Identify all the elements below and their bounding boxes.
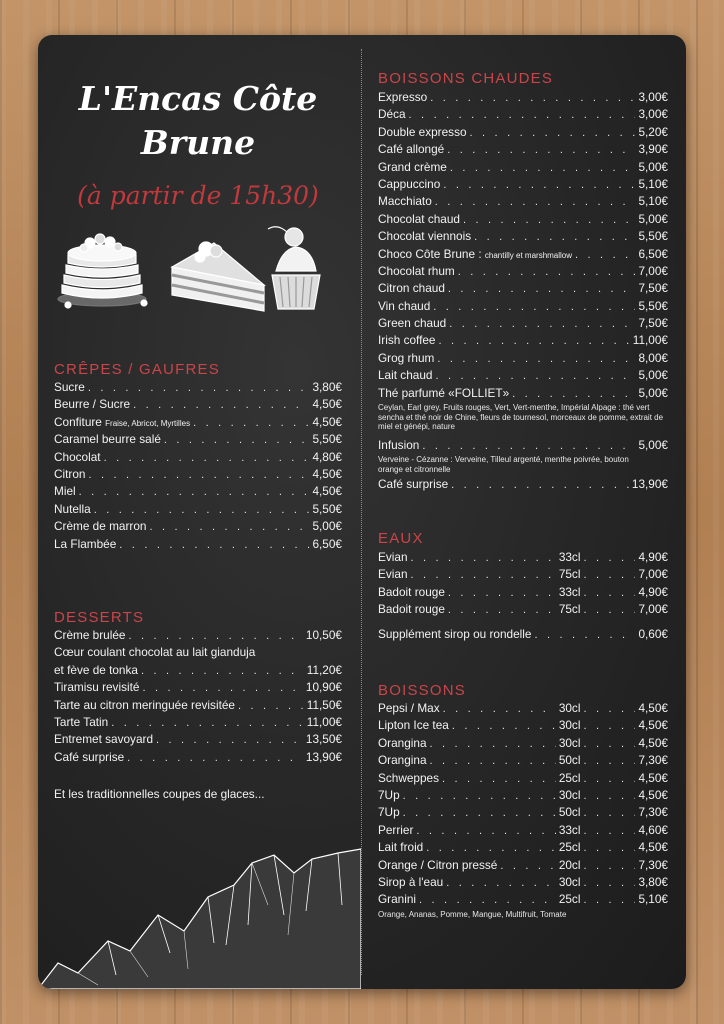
item-name: Miel: [54, 484, 76, 499]
menu-item: [378, 805, 668, 822]
item-name: Café surprise: [54, 749, 125, 764]
item-price: 4,50€: [312, 397, 342, 412]
item-price: 4,50€: [638, 770, 668, 785]
item-name: Lipton Ice tea: [378, 718, 449, 733]
item-volume: 30cl: [558, 787, 581, 802]
tea-note: Ceylan, Earl grey, Fruits rouges, Vert, Vert-menthe, Impérial Alpage : thé vert sencha et thé noir de Chine, fleurs de tournesol, morceaux de pomme, extrait de miel et génépi, nature: [378, 403, 664, 432]
leader-dots: [583, 894, 635, 906]
menu-item: [54, 750, 342, 767]
menu-item: [54, 537, 342, 554]
item-name: Crème brulée: [54, 628, 126, 642]
leader-dots: [433, 301, 635, 313]
leader-dots: [583, 790, 635, 802]
menu-item: [54, 502, 342, 519]
item-name: Perrier: [378, 822, 414, 837]
item-price: 5,00€: [638, 385, 668, 400]
leader-dots: [128, 630, 302, 642]
item-name: [54, 415, 190, 429]
item-name: Cappuccino: [378, 176, 441, 191]
item-volume: 33cl: [558, 584, 581, 599]
menu-item: [378, 90, 668, 107]
leader-dots: [141, 665, 304, 677]
item-price: 11,20€: [306, 662, 342, 677]
leader-dots: [474, 231, 635, 243]
item-price: 5,20€: [638, 124, 668, 139]
menu-item: [378, 160, 668, 177]
item-price: 8,00€: [638, 350, 668, 365]
item-price: 13,50€: [305, 732, 342, 747]
menu-item: [54, 628, 342, 645]
item-volume: 25cl: [558, 840, 581, 855]
item-name: Evian: [378, 550, 408, 564]
item-price: 5,50€: [638, 298, 668, 313]
menu-item: [378, 386, 668, 403]
item-name: Orangina: [378, 753, 427, 768]
item-volume: 30cl: [558, 735, 581, 750]
leader-dots: [403, 807, 556, 819]
leader-dots: [583, 773, 635, 785]
leader-dots: [450, 162, 636, 174]
leader-dots: [156, 734, 303, 746]
item-price: 5,00€: [638, 437, 668, 452]
item-price: 4,50€: [312, 484, 342, 499]
menu-item: [378, 316, 668, 333]
item-name: Granini: [378, 892, 417, 907]
item-volume: 75cl: [558, 567, 581, 582]
waters-list: [378, 550, 668, 644]
item-volume: 30cl: [558, 701, 581, 715]
menu-item: [54, 680, 342, 697]
leader-dots: [463, 214, 635, 226]
leader-dots: [451, 479, 629, 491]
menu-item: [378, 567, 668, 584]
item-price: 7,50€: [638, 281, 668, 296]
title-line-2: Brune: [140, 123, 256, 162]
menu-title: [54, 77, 342, 165]
leader-dots: [403, 790, 556, 802]
item-name: Chocolat: [54, 449, 101, 464]
item-name: Evian: [378, 567, 408, 582]
item-price: 4,90€: [638, 550, 668, 564]
item-name-text: Confiture: [54, 414, 102, 429]
menu-item: [54, 467, 342, 484]
item-name: Thé parfumé «FOLLIET»: [378, 385, 510, 400]
item-price: 13,90€: [631, 477, 668, 492]
leader-dots: [446, 877, 556, 889]
item-volume: 75cl: [558, 602, 581, 617]
item-name: Citron chaud: [378, 281, 445, 296]
menu-item: [378, 602, 668, 619]
item-name: Caramel beurre salé: [54, 432, 161, 447]
drinks-title: BOISSONS: [378, 682, 466, 699]
item-name: Tarte au citron meringuée revisitée: [54, 697, 235, 712]
leader-dots: [583, 860, 635, 872]
item-price: 4,50€: [638, 735, 668, 750]
item-volume: 25cl: [558, 770, 581, 785]
item-price: 5,50€: [638, 229, 668, 244]
menu-item: [54, 698, 342, 715]
leader-dots: [442, 773, 556, 785]
menu-item: [378, 477, 668, 494]
leader-dots: [430, 755, 556, 767]
item-price: 11,50€: [306, 697, 342, 712]
item-price: 5,00€: [312, 519, 342, 534]
item-volume: 20cl: [558, 857, 581, 872]
leader-dots: [127, 752, 303, 764]
menu-item: [378, 333, 668, 350]
item-name: Lait chaud: [378, 368, 433, 383]
item-price: 13,90€: [305, 749, 342, 764]
menu-item: [378, 875, 668, 892]
menu-item: [378, 788, 668, 805]
mountains-illustration: [38, 845, 361, 989]
item-price: 10,50€: [305, 628, 342, 642]
item-name-text: Choco Côte Brune :: [378, 246, 482, 261]
item-name: Orangina: [378, 735, 427, 750]
item-price: 5,10€: [638, 194, 668, 209]
item-detail: chantilly et marshmallow: [484, 250, 573, 260]
menu-item: [54, 519, 342, 536]
item-price: 11,00€: [306, 714, 342, 729]
infusion-note: Verveine - Cézanne : Verveine, Tilleul argenté, menthe poivrée, bouton orange et citronnelle: [378, 455, 629, 474]
item-name: Café surprise: [378, 477, 449, 492]
item-name: Tarte Tatin: [54, 714, 109, 729]
item-name: Badoit rouge: [378, 602, 445, 617]
hot-drinks-title: BOISSONS CHAUDES: [378, 70, 554, 87]
leader-dots: [458, 266, 636, 278]
menu-item: [378, 736, 668, 753]
granini-note: Orange, Ananas, Pomme, Mangue, Multifruit, Tomate: [378, 909, 567, 919]
leader-dots: [142, 682, 302, 694]
item-price: 7,00€: [638, 567, 668, 582]
item-name: Infusion: [378, 437, 420, 452]
item-name: Sucre: [54, 380, 85, 394]
menu-item: [54, 450, 342, 467]
item-name: Supplément sirop ou rondelle: [378, 626, 532, 641]
leader-dots: [411, 569, 556, 581]
menu-item: [54, 380, 342, 397]
leader-dots: [575, 249, 635, 261]
item-name: Vin chaud: [378, 298, 431, 313]
leader-dots: [583, 569, 635, 581]
desserts-list: [54, 628, 342, 767]
leader-dots: [583, 604, 635, 616]
desserts-title: DESSERTS: [54, 609, 145, 626]
menu-item: [54, 397, 342, 414]
item-price: 11,00€: [632, 333, 668, 348]
item-price: 5,50€: [312, 501, 342, 516]
item-name: [378, 247, 572, 261]
item-name: Macchiato: [378, 194, 432, 209]
menu-board: [38, 35, 686, 989]
item-price: 5,10€: [638, 892, 668, 907]
item-price: 0,60€: [638, 626, 668, 641]
menu-item: [378, 281, 668, 298]
item-name: Crème de marron: [54, 519, 147, 534]
leader-dots: [119, 539, 309, 551]
item-price: 3,00€: [638, 107, 668, 122]
leader-dots: [111, 717, 304, 729]
leader-dots: [422, 440, 635, 452]
leader-dots: [88, 382, 310, 394]
menu-item: [378, 368, 668, 385]
item-price: 4,50€: [638, 718, 668, 733]
menu-item: [54, 663, 342, 680]
item-price: 7,50€: [638, 316, 668, 331]
item-price: 3,00€: [638, 90, 668, 104]
item-detail: Fraise, Abricot, Myrtilles: [105, 418, 191, 428]
item-volume: 30cl: [558, 874, 581, 889]
menu-item: [54, 432, 342, 449]
menu-item: [378, 438, 668, 455]
item-price: 5,10€: [638, 176, 668, 191]
leader-dots: [583, 842, 635, 854]
leader-dots: [443, 179, 635, 191]
menu-item: [378, 892, 668, 909]
leader-dots: [94, 504, 310, 516]
item-price: 3,90€: [638, 142, 668, 157]
leader-dots: [452, 720, 556, 732]
item-volume: 50cl: [558, 753, 581, 768]
item-name: Grog rhum: [378, 350, 435, 365]
item-price: 4,80€: [312, 449, 342, 464]
menu-item: [378, 264, 668, 281]
item-name: Citron: [54, 466, 86, 481]
item-name: Chocolat viennois: [378, 229, 472, 244]
leader-dots: [149, 521, 309, 533]
leader-dots: [164, 434, 310, 446]
item-volume: 33cl: [558, 550, 581, 564]
pancakes-illustration: [58, 234, 147, 308]
dessert-illustrations: [54, 215, 342, 319]
item-price: 7,30€: [638, 753, 668, 768]
item-price: 4,50€: [638, 787, 668, 802]
leader-dots: [411, 552, 556, 564]
item-name: Nutella: [54, 501, 91, 516]
menu-item: [378, 627, 668, 644]
leader-dots: [419, 894, 556, 906]
leader-dots: [104, 452, 310, 464]
hot-drinks-list: [378, 90, 668, 495]
menu-item: [378, 858, 668, 875]
leader-dots: [500, 860, 555, 872]
menu-item: [378, 701, 668, 718]
menu-item: [378, 351, 668, 368]
leader-dots: [88, 469, 309, 481]
leader-dots: [583, 755, 635, 767]
item-volume: 50cl: [558, 805, 581, 820]
item-name: 7Up: [378, 787, 400, 802]
leader-dots: [238, 700, 304, 712]
leader-dots: [583, 720, 635, 732]
leader-dots: [534, 629, 635, 641]
menu-item: [54, 484, 342, 501]
menu-item: [378, 718, 668, 735]
item-name-line2: et fève de tonka: [54, 662, 138, 677]
leader-dots: [512, 388, 635, 400]
item-name: Grand crème: [378, 159, 447, 174]
menu-subtitle: (à partir de 15h30): [77, 181, 319, 210]
leader-dots: [448, 604, 556, 616]
item-price: 7,00€: [638, 602, 668, 617]
item-price: 3,80€: [638, 874, 668, 889]
menu-item: [378, 177, 668, 194]
item-name: Chocolat chaud: [378, 211, 460, 226]
item-price: 4,90€: [638, 584, 668, 599]
leader-dots: [583, 738, 635, 750]
leader-dots: [583, 807, 635, 819]
ice-cream-note: Et les traditionnelles coupes de glaces...: [54, 787, 265, 801]
leader-dots: [133, 399, 309, 411]
item-price: 4,60€: [638, 822, 668, 837]
menu-item: [378, 107, 668, 124]
item-name: Irish coffee: [378, 333, 436, 348]
leader-dots: [193, 417, 309, 429]
leader-dots: [583, 552, 635, 564]
leader-dots: [583, 703, 635, 715]
item-price: 3,80€: [312, 380, 342, 394]
item-name: Chocolat rhum: [378, 263, 455, 278]
leader-dots: [448, 283, 636, 295]
menu-item: [378, 125, 668, 142]
item-name: Pepsi / Max: [378, 701, 440, 715]
menu-item: [378, 229, 668, 246]
item-volume: 30cl: [558, 718, 581, 733]
item-name: Schweppes: [378, 770, 439, 785]
cupcake-illustration: [268, 227, 320, 309]
menu-item: [54, 415, 342, 432]
leader-dots: [583, 587, 635, 599]
menu-item: [378, 299, 668, 316]
leader-dots: [583, 825, 635, 837]
item-name: Green chaud: [378, 316, 447, 331]
leader-dots: [435, 370, 635, 382]
item-price: 7,00€: [638, 263, 668, 278]
item-name: Expresso: [378, 90, 428, 104]
leader-dots: [470, 127, 636, 139]
leader-dots: [430, 738, 556, 750]
leader-dots: [447, 144, 635, 156]
item-name: Sirop à l'eau: [378, 874, 444, 889]
item-price: 4,50€: [638, 840, 668, 855]
item-name: Lait froid: [378, 840, 424, 855]
menu-item: [54, 732, 342, 749]
item-name: Orange / Citron pressé: [378, 857, 498, 872]
drinks-list: [378, 701, 668, 919]
leader-dots: [449, 318, 635, 330]
menu-item: [54, 715, 342, 732]
leader-dots: [435, 196, 636, 208]
item-price: 6,50€: [312, 536, 342, 551]
leader-dots: [448, 587, 556, 599]
item-volume: 25cl: [558, 892, 581, 907]
menu-item: [378, 212, 668, 229]
item-price: 5,00€: [638, 211, 668, 226]
menu-item: [378, 247, 668, 264]
item-volume: 33cl: [558, 822, 581, 837]
item-name: Café allongé: [378, 142, 445, 157]
menu-item: [378, 194, 668, 211]
item-name: 7Up: [378, 805, 400, 820]
item-name: Double expresso: [378, 124, 467, 139]
menu-item: [378, 823, 668, 840]
item-name: La Flambée: [54, 536, 117, 551]
title-line-1: L'Encas Côte: [78, 79, 318, 118]
menu-item: [378, 585, 668, 602]
item-name: Entremet savoyard: [54, 732, 154, 747]
menu-item: [378, 840, 668, 857]
item-name: Badoit rouge: [378, 584, 445, 599]
item-price: 5,00€: [638, 159, 668, 174]
waters-title: EAUX: [378, 530, 424, 547]
item-price: 4,50€: [638, 701, 668, 715]
item-price: 7,30€: [638, 857, 668, 872]
leader-dots: [437, 353, 635, 365]
leader-dots: [443, 703, 556, 715]
column-divider: [361, 49, 362, 975]
item-name: Tiramisu revisité: [54, 680, 140, 695]
item-price: 4,50€: [312, 466, 342, 481]
leader-dots: [583, 877, 635, 889]
leader-dots: [409, 109, 636, 121]
menu-item: [378, 753, 668, 770]
item-name: Déca: [378, 107, 406, 122]
item-price: 7,30€: [638, 805, 668, 820]
crepes-list: [54, 380, 342, 554]
leader-dots: [430, 92, 635, 104]
leader-dots: [416, 825, 555, 837]
item-price: 10,90€: [305, 680, 342, 695]
item-price: 5,50€: [312, 432, 342, 447]
item-price: 5,00€: [638, 368, 668, 383]
leader-dots: [439, 335, 630, 347]
leader-dots: [79, 486, 310, 498]
menu-item: [378, 550, 668, 567]
leader-dots: [426, 842, 556, 854]
item-price: 4,50€: [312, 414, 342, 429]
menu-item: [378, 771, 668, 788]
crepes-title: CRÊPES / GAUFRES: [54, 361, 220, 378]
item-price: 6,50€: [638, 246, 668, 261]
item-name: Beurre / Sucre: [54, 397, 131, 412]
item-name-line1: Cœur coulant chocolat au lait gianduja: [54, 645, 256, 660]
menu-item: [378, 142, 668, 159]
cake-slice-illustration: [172, 242, 264, 311]
